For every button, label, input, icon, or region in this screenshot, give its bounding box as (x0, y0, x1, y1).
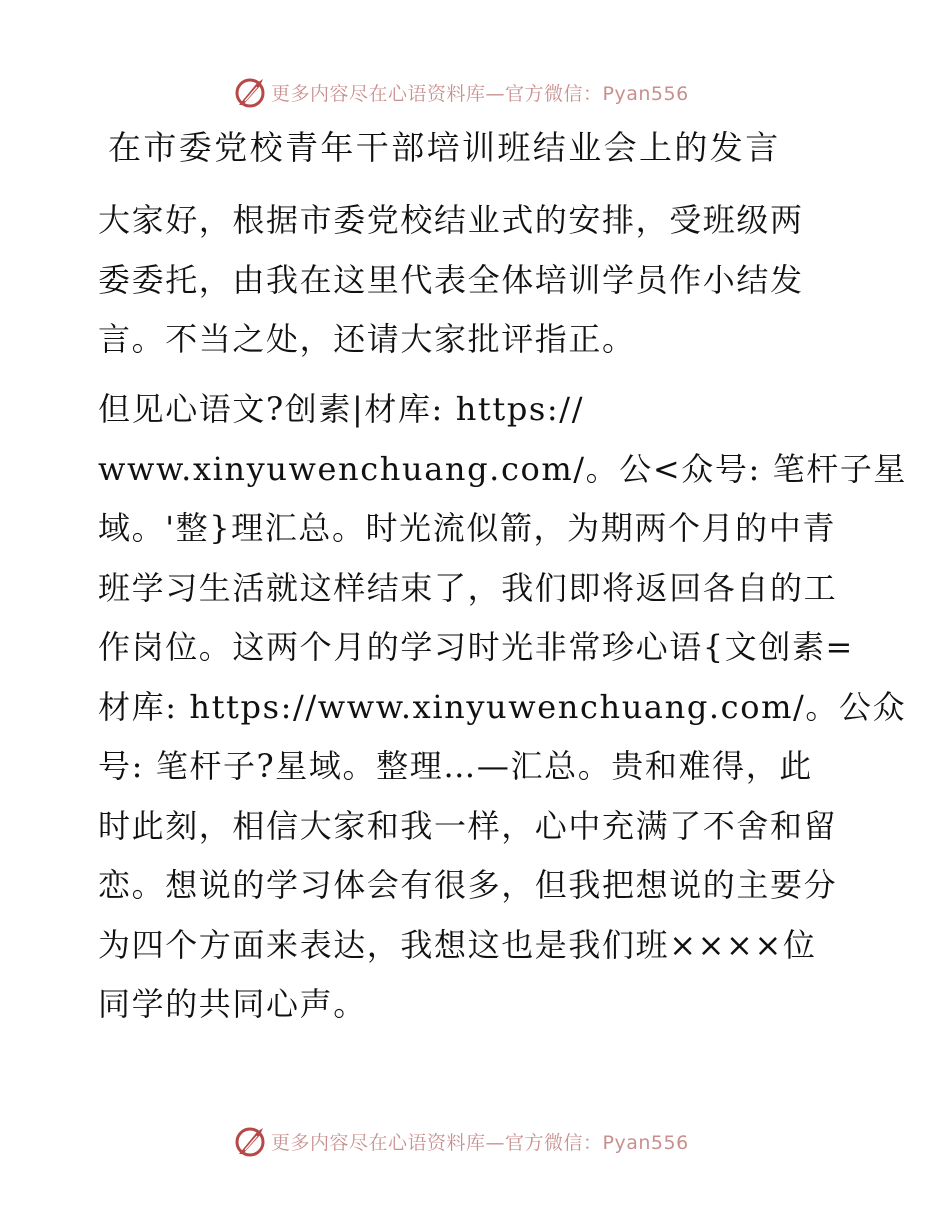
wechat-id: Pyan556 (602, 82, 689, 105)
banner-caption: 更多内容尽在心语资料库—官方微信：Pyan556 (271, 1131, 689, 1154)
text-line: 号: 笔杆子?星域。整理…—汇总。贵和难得，此 (98, 747, 813, 785)
text-line: 作岗位。这两个月的学习时光非常珍心语{文创素= (98, 628, 854, 666)
header-banner (0, 72, 950, 112)
text-line: 但见心语文?创素|材库: https:// (98, 390, 585, 428)
text-line: 言。不当之处，还请大家批评指正。 (98, 320, 636, 358)
document-title: 在市委党校青年干部培训班结业会上的发言 (108, 128, 781, 167)
wechat-id: Pyan556 (602, 1131, 689, 1154)
text-line: 时此刻，相信大家和我一样，心中充满了不舍和留 (98, 806, 838, 845)
text-line: 材库: https://www.xinyuwenchuang.com/。公众 (98, 687, 907, 726)
text-line: 同学的共同心声。 (98, 985, 367, 1023)
text-line: 域。'整}理汇总。时光流似箭，为期两个月的中青 (98, 509, 836, 547)
footer-banner (0, 1121, 950, 1161)
text-line: 大家好，根据市委党校结业式的安排，受班级两 (98, 201, 804, 239)
banner-caption: 更多内容尽在心语资料库—官方微信：Pyan556 (271, 82, 689, 105)
quill-pen-logo-icon (233, 1124, 267, 1158)
paragraph-main (98, 380, 908, 1035)
text-line: 班学习生活就这样结束了，我们即将返回各自的工 (98, 568, 838, 607)
text-line: 委委托，由我在这里代表全体培训学员作小结发 (98, 260, 804, 299)
text-line: www.xinyuwenchuang.com/。公<众号: 笔杆子星 (98, 449, 908, 488)
quill-pen-logo-icon (233, 75, 267, 109)
paragraph-greeting (98, 191, 858, 370)
text-line: 恋。想说的学习体会有很多，但我把想说的主要分 (98, 866, 838, 904)
text-line: 为四个方面来表达，我想这也是我们班××××位 (98, 925, 817, 964)
